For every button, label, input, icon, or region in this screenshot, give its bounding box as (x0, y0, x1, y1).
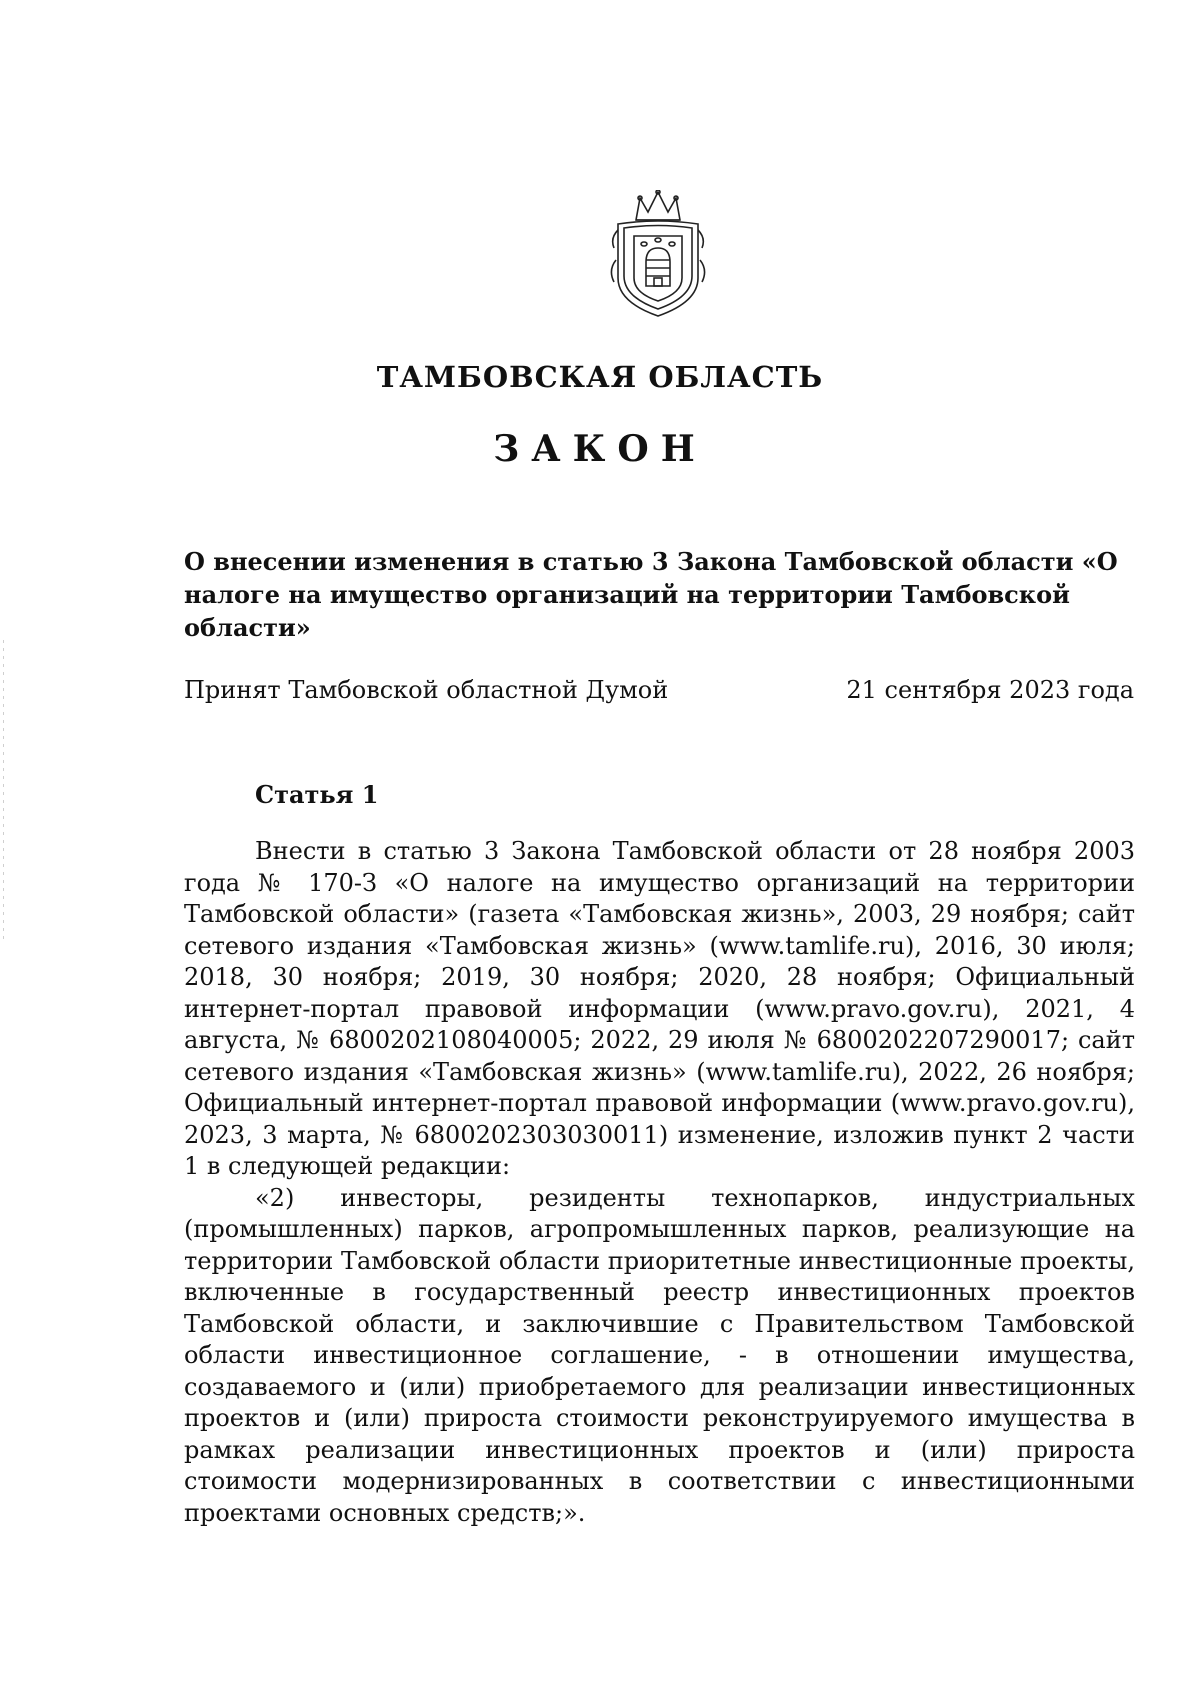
article-paragraph: Внести в статью 3 Закона Тамбовской области от 28 ноября 2003 года № 170-З «О налоге на имущество организаций на территории Тамбовской области» (газета «Тамбовская жизнь», 2003, 29 ноября; сайт сетевого издания «Тамбовская жизнь» (www.tamlife.ru), 2016, 30 июля; 2018, 30 ноября; 2019, 30 ноября; 2020, 28 ноября; Официальный интернет-портал правовой информации (www.pravo.gov.ru), 2021, 4 августа, № 6800202108040005; 2022, 29 июля № 6800202207290017; сайт сетевого издания «Тамбовская жизнь» (www.tamlife.ru), 2022, 26 ноября; Официальный интернет-портал правовой информации (www.pravo.gov.ru), 2023, 3 марта, № 6800202303030011) изменение, изложив пункт 2 части 1 в следующей редакции: (184, 837, 1135, 1180)
law-title: О внесении изменения в статью 3 Закона Тамбовской области «О налоге на имущество организаций на территории Тамбовской области» (184, 547, 1118, 642)
adoption-line (184, 676, 1134, 704)
document-type: ЗАКОН (493, 428, 707, 470)
region-name: ТАМБОВСКАЯ ОБЛАСТЬ (376, 360, 824, 394)
adopted-by: Принят Тамбовской областной Думой (184, 676, 669, 704)
adoption-date: 21 сентября 2023 года (846, 676, 1134, 704)
article-body (184, 836, 1135, 1529)
coat-of-arms-icon (606, 190, 710, 320)
article-paragraph-amendment: «2) инвесторы, резиденты технопарков, индустриальных (промышленных) парков, агропромышленных парков, реализующие на территории Тамбовской области приоритетные инвестиционные проекты, включенные в государственный реестр инвестиционных проектов Тамбовской области, и заключившие с Правительством Тамбовской области инвестиционное соглашение, - в отношении имущества, создаваемого и (или) приобретаемого для реализации инвестиционных проектов и (или) прироста стоимости реконструируемого имущества в рамках реализации инвестиционных проектов и (или) прироста стоимости модернизированных в соответствии с инвестиционными проектами основных средств;». (184, 1183, 1135, 1527)
scan-edge-artifact (2, 640, 5, 940)
article-heading: Статья 1 (255, 780, 379, 809)
